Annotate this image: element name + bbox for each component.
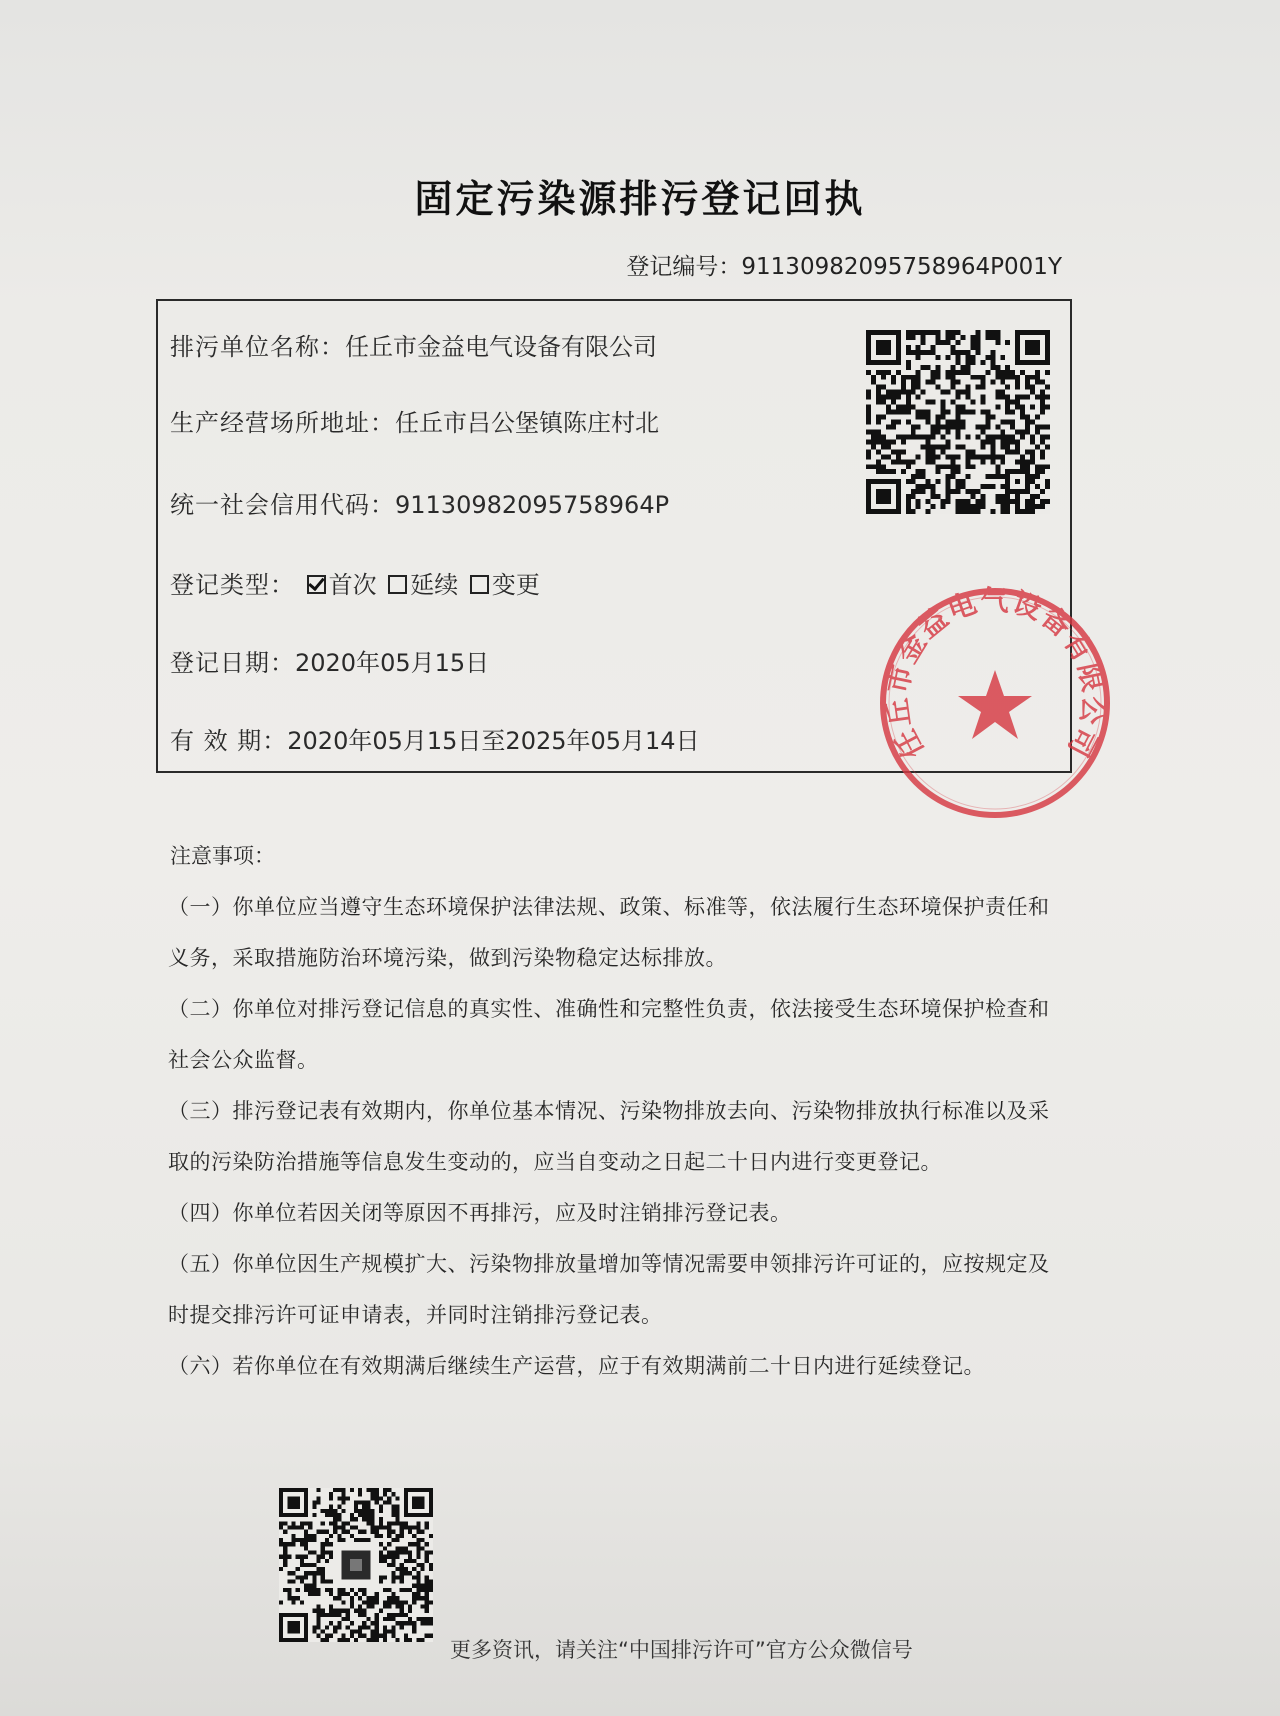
validity-row <box>170 721 700 756</box>
registration-number: 登记编号：91130982095758964P001Y <box>626 254 1062 280</box>
notes-title: 注意事项： <box>170 844 275 868</box>
registration-date-row <box>170 643 489 678</box>
unit-name-value: 任丘市金益电气设备有限公司 <box>345 333 657 361</box>
note-item: （一）你单位应当遵守生态环境保护法律法规、政策、标准等，依法履行生态环境保护责任和义务，采取措施防治环境污染，做到污染物稳定达标排放。 <box>168 895 1050 970</box>
credit-code-label: 统一社会信用代码： <box>170 491 395 519</box>
note-item: （四）你单位若因关闭等原因不再排污，应及时注销排污登记表。 <box>168 1201 792 1225</box>
registration-date-value: 2020年05月15日 <box>295 649 490 677</box>
registration-type-row <box>170 565 540 600</box>
note-item: （二）你单位对排污登记信息的真实性、准确性和完整性负责，依法接受生态环境保护检查和社会公众监督。 <box>168 997 1050 1072</box>
seal-star-icon <box>958 670 1032 739</box>
validity-value: 2020年05月15日至2025年05月14日 <box>287 727 700 755</box>
company-seal-stamp <box>870 578 1120 828</box>
type-renewal-checkbox <box>388 575 407 594</box>
credit-code-value: 91130982095758964P <box>395 491 670 519</box>
note-item: （六）若你单位在有效期满后继续生产运营，应于有效期满前二十日内进行延续登记。 <box>168 1354 985 1378</box>
note-item: （三）排污登记表有效期内，你单位基本情况、污染物排放去向、污染物排放执行标准以及采取的污染防治措施等信息发生变动的，应当自变动之日起二十日内进行变更登记。 <box>168 1099 1050 1174</box>
note-item: （五）你单位因生产规模扩大、污染物排放量增加等情况需要申领排污许可证的，应按规定及时提交排污许可证申请表，并同时注销排污登记表。 <box>168 1252 1050 1327</box>
registration-qr-code-icon <box>866 328 1050 516</box>
address-label: 生产经营场所地址： <box>170 409 395 437</box>
registration-type-label: 登记类型： <box>170 571 295 599</box>
unit-name-label: 排污单位名称： <box>170 333 345 361</box>
type-renewal-label: 延续 <box>410 571 459 599</box>
footer-text: 更多资讯，请关注“中国排污许可”官方公众微信号 <box>450 1638 913 1662</box>
unit-name-row <box>170 327 657 362</box>
credit-code-row <box>170 485 669 520</box>
type-first-checkbox <box>307 575 326 594</box>
address-value: 任丘市吕公堡镇陈庄村北 <box>395 409 659 437</box>
type-change-label: 变更 <box>491 571 540 599</box>
validity-label: 有 效 期： <box>170 727 288 755</box>
wechat-qr-code-icon <box>276 1488 436 1642</box>
address-row <box>170 403 659 438</box>
type-first-label: 首次 <box>328 571 377 599</box>
registration-date-label: 登记日期： <box>170 649 295 677</box>
type-change-checkbox <box>470 575 489 594</box>
document-title: 固定污染源排污登记回执 <box>414 176 866 221</box>
seal-text: 任丘市金益电气设备有限公司 <box>880 584 1111 765</box>
notes-list <box>168 882 1068 1392</box>
